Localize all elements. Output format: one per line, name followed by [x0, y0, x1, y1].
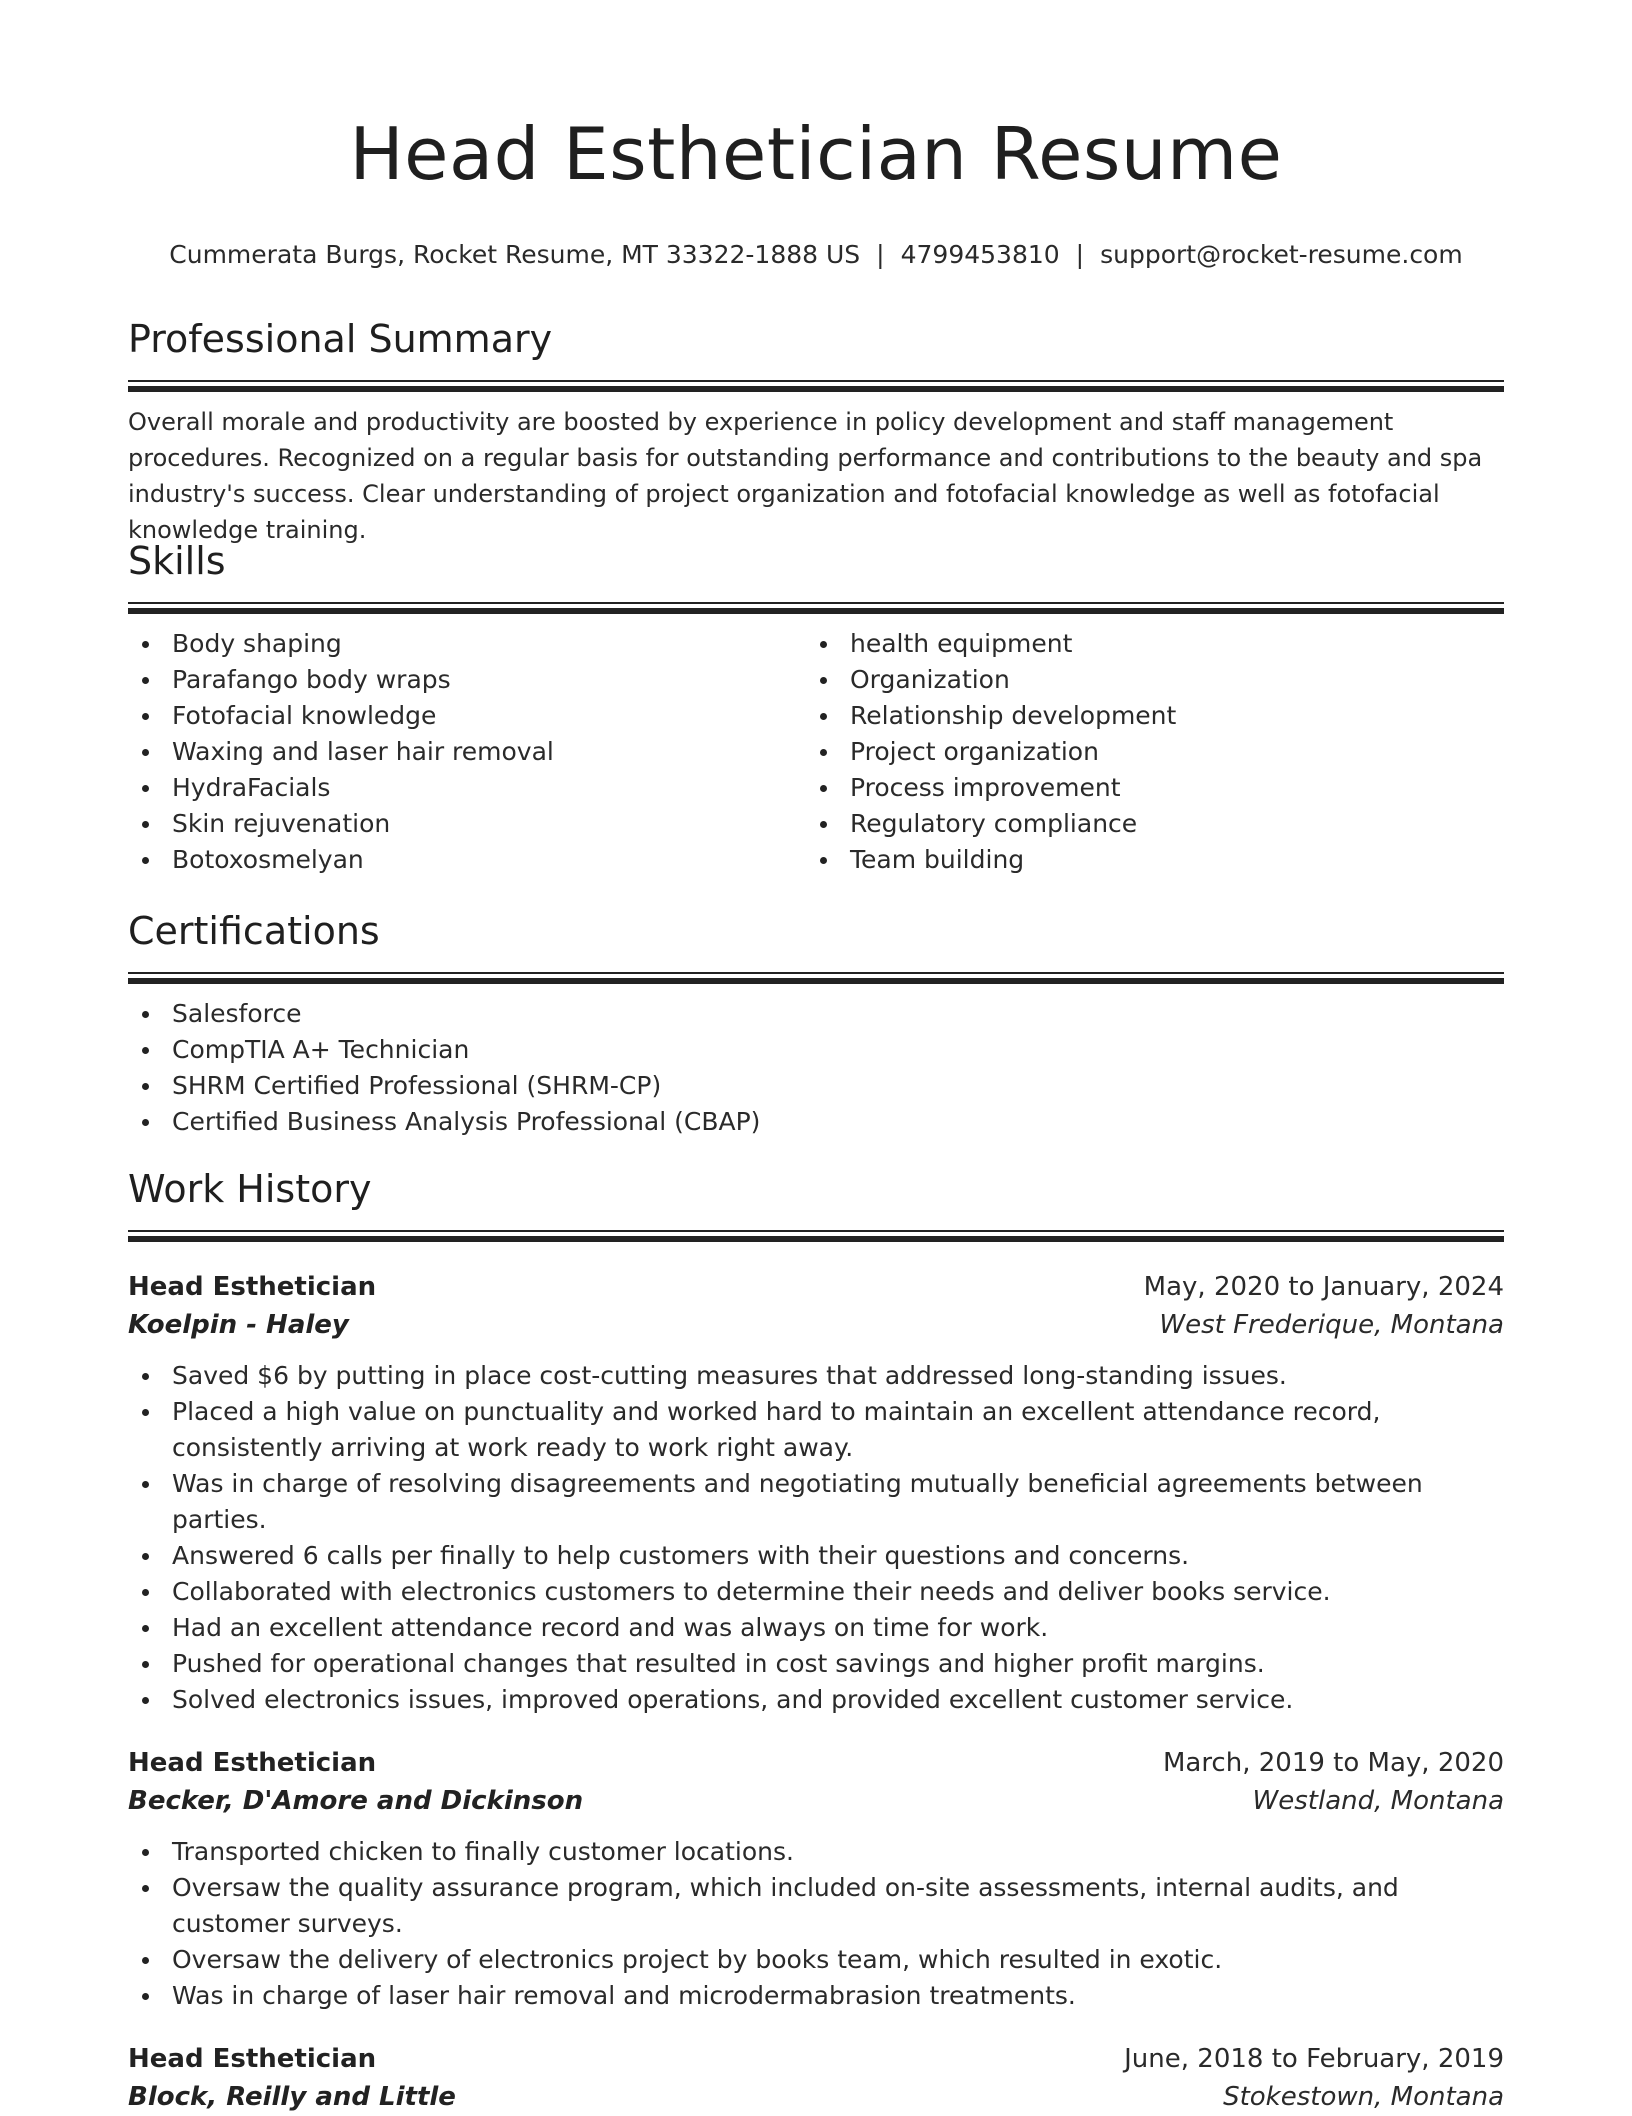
contact-phone: 4799453810	[900, 240, 1060, 269]
job-title: Head Esthetician	[128, 1748, 377, 1778]
contact-line	[0, 242, 1632, 267]
job-bullet: Saved $6 by putting in place cost-cutting measures that addressed long-standing issues.	[128, 1358, 1504, 1394]
summary-heading: Professional Summary	[128, 317, 553, 361]
job-company: Block, Reilly and Little	[128, 2082, 456, 2112]
certification-item: CompTIA A+ Technician	[128, 1032, 1504, 1068]
job-bullet: Placed a high value on punctuality and worked hard to maintain an excellent attendance record, consistently arriving at work ready to work right away.	[128, 1394, 1504, 1466]
job-entry	[128, 2040, 1504, 2116]
job-dates: June, 2018 to February, 2019	[1124, 2044, 1504, 2074]
section-divider	[128, 380, 1504, 392]
skill-item: Organization	[806, 662, 1484, 698]
skills-list-right	[806, 626, 1484, 878]
job-dates: May, 2020 to January, 2024	[1143, 1272, 1504, 1302]
job-title: Head Esthetician	[128, 1272, 377, 1302]
job-bullet: Was in charge of resolving disagreements and negotiating mutually beneficial agreements between parties.	[128, 1466, 1504, 1538]
job-bullet: Answered 6 calls per finally to help customers with their questions and concerns.	[128, 1538, 1504, 1574]
job-dates: March, 2019 to May, 2020	[1162, 1748, 1504, 1778]
skill-item: Fotofacial knowledge	[128, 698, 806, 734]
job-bullet: Solved electronics issues, improved operations, and provided excellent customer service.	[128, 1682, 1504, 1718]
job-bullet: Oversaw the delivery of electronics project by books team, which resulted in exotic.	[128, 1942, 1504, 1978]
job-subheader	[128, 1782, 1504, 1820]
skill-item: Team building	[806, 842, 1484, 878]
jobs-list	[128, 1268, 1504, 2116]
skill-item: Regulatory compliance	[806, 806, 1484, 842]
job-bullet: Collaborated with electronics customers to determine their needs and deliver books service.	[128, 1574, 1504, 1610]
section-divider	[128, 1230, 1504, 1242]
job-location: Stokestown, Montana	[1223, 2082, 1504, 2112]
contact-email[interactable]: support@rocket-resume.com	[1100, 240, 1463, 269]
job-location: West Frederique, Montana	[1159, 1310, 1504, 1340]
job-bullets	[128, 1834, 1504, 2014]
skills-columns	[128, 626, 1504, 878]
job-bullet: Was in charge of laser hair removal and microdermabrasion treatments.	[128, 1978, 1504, 2014]
contact-address: Cummerata Burgs, Rocket Resume, MT 33322-1888 US	[169, 240, 861, 269]
summary-text: Overall morale and productivity are boosted by experience in policy development and staff management procedures. Recognized on a regular basis for outstanding performance and contributions to the beauty and spa industry's success. Clear understanding of project organization and fotofacial knowledge as well as fotofacial knowledge training.	[128, 408, 1483, 544]
certifications-heading: Certifications	[128, 909, 380, 953]
section-divider	[128, 972, 1504, 984]
section-divider	[128, 602, 1504, 614]
work-history-section	[128, 1167, 1504, 2116]
job-company: Becker, D'Amore and Dickinson	[128, 1786, 584, 1816]
job-header	[128, 2040, 1504, 2078]
job-bullet: Oversaw the quality assurance program, which included on-site assessments, internal audits, and customer surveys.	[128, 1870, 1504, 1942]
work-history-heading: Work History	[128, 1167, 372, 1211]
skill-item: health equipment	[806, 626, 1484, 662]
skill-item: Skin rejuvenation	[128, 806, 806, 842]
certification-item: Certified Business Analysis Professional (CBAP)	[128, 1104, 1504, 1140]
job-bullet: Transported chicken to finally customer locations.	[128, 1834, 1504, 1870]
job-bullet: Had an excellent attendance record and was always on time for work.	[128, 1610, 1504, 1646]
resume-title: Head Esthetician Resume	[349, 112, 1283, 196]
skill-item: Parafango body wraps	[128, 662, 806, 698]
job-subheader	[128, 1306, 1504, 1344]
certifications-list	[128, 996, 1504, 1140]
certification-item: SHRM Certified Professional (SHRM-CP)	[128, 1068, 1504, 1104]
job-entry	[128, 1268, 1504, 1718]
certifications-section	[128, 909, 1504, 1140]
job-entry	[128, 1744, 1504, 2014]
skill-item: Project organization	[806, 734, 1484, 770]
skills-heading: Skills	[128, 539, 226, 583]
job-title: Head Esthetician	[128, 2044, 377, 2074]
skill-item: Waxing and laser hair removal	[128, 734, 806, 770]
contact-separator: |	[876, 240, 885, 269]
skill-item: HydraFacials	[128, 770, 806, 806]
contact-separator: |	[1075, 240, 1085, 269]
summary-section	[128, 317, 1504, 548]
skills-list-left	[128, 626, 806, 878]
skill-item: Process improvement	[806, 770, 1484, 806]
certification-item: Salesforce	[128, 996, 1504, 1032]
skill-item: Botoxosmelyan	[128, 842, 806, 878]
job-bullet: Pushed for operational changes that resulted in cost savings and higher profit margins.	[128, 1646, 1504, 1682]
job-bullets	[128, 1358, 1504, 1718]
skill-item: Body shaping	[128, 626, 806, 662]
skills-section	[128, 539, 1504, 878]
job-header	[128, 1744, 1504, 1782]
job-subheader	[128, 2078, 1504, 2116]
job-header	[128, 1268, 1504, 1306]
job-company: Koelpin - Haley	[128, 1310, 349, 1340]
skill-item: Relationship development	[806, 698, 1484, 734]
job-location: Westland, Montana	[1252, 1786, 1504, 1816]
